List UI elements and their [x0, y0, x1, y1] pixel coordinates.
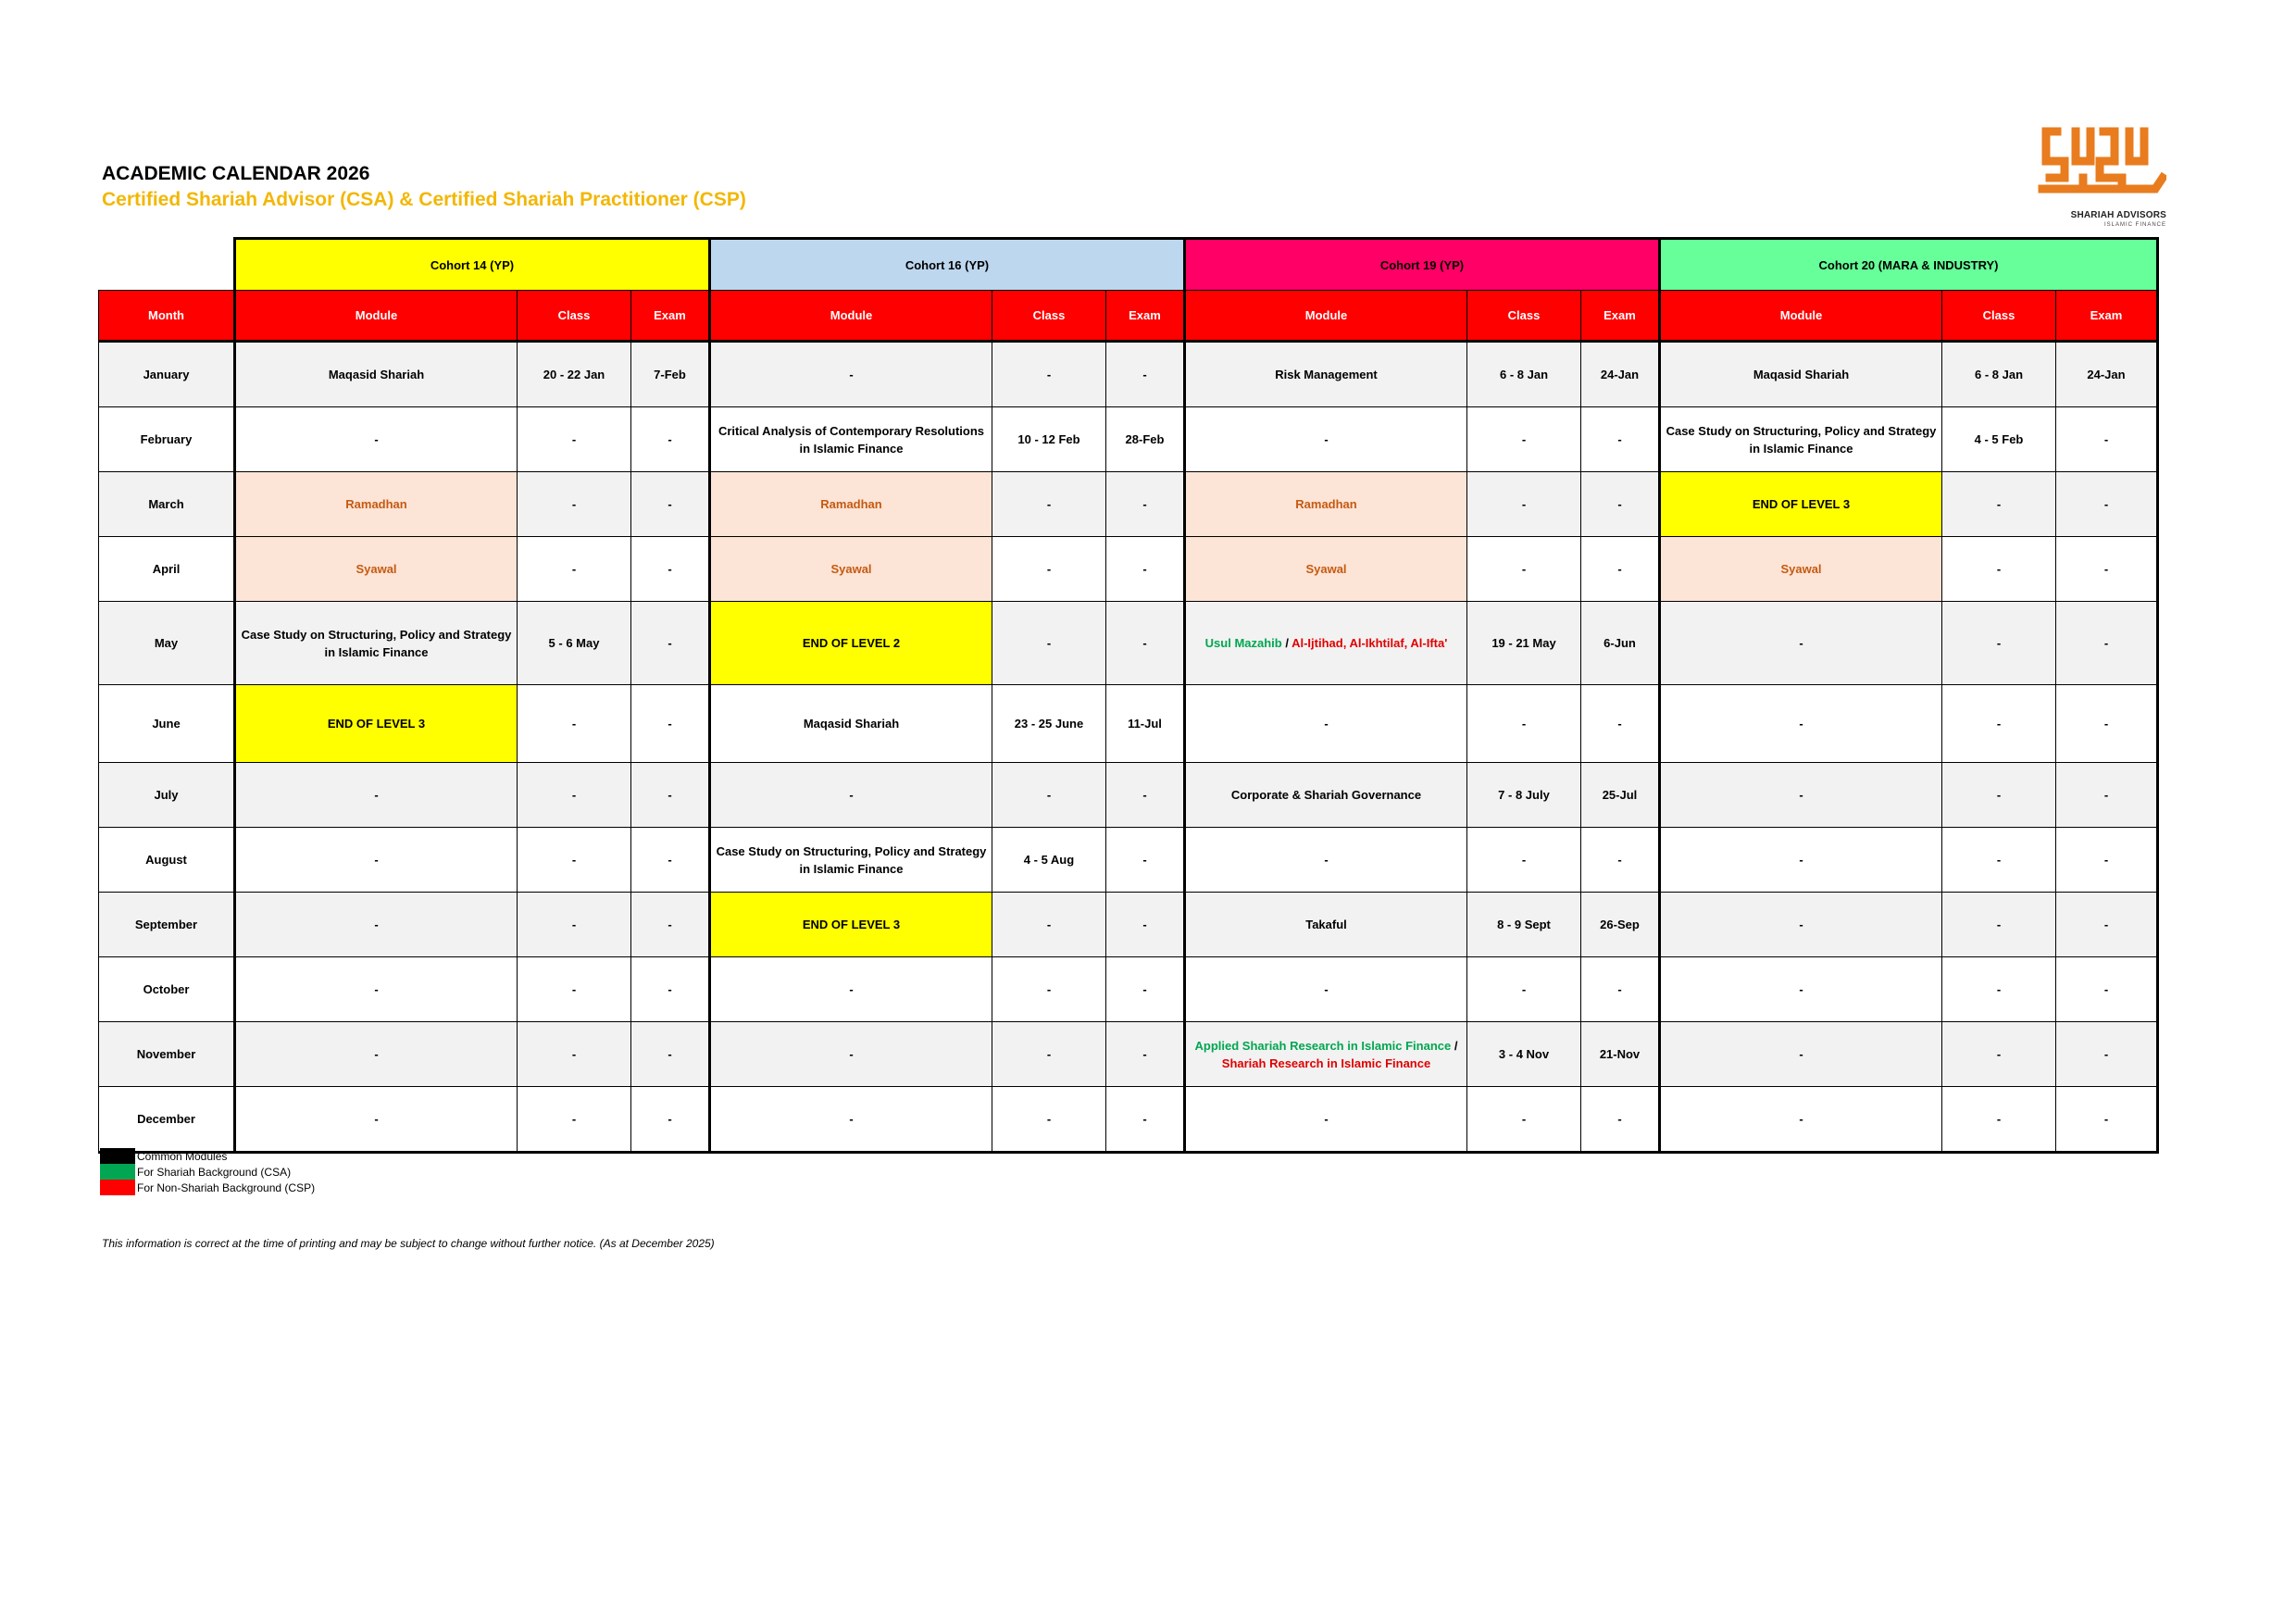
- module-cell: -: [235, 828, 518, 893]
- exam-cell: -: [2056, 893, 2158, 957]
- class-cell: 6 - 8 Jan: [1942, 342, 2056, 407]
- module-cell: -: [1185, 828, 1467, 893]
- module-cell: Syawal: [710, 537, 992, 602]
- exam-cell: -: [631, 1087, 710, 1153]
- module-cell: Syawal: [235, 537, 518, 602]
- class-cell: 10 - 12 Feb: [992, 407, 1106, 472]
- exam-cell: -: [2056, 407, 2158, 472]
- class-cell: -: [1467, 407, 1581, 472]
- module-column-header: Module: [710, 291, 992, 342]
- class-cell: -: [1467, 472, 1581, 537]
- module-column-header: Module: [1660, 291, 1942, 342]
- module-cell: -: [1660, 685, 1942, 763]
- class-cell: -: [1467, 1087, 1581, 1153]
- module-cell: Ramadhan: [235, 472, 518, 537]
- month-cell: September: [99, 893, 235, 957]
- module-cell: -: [1660, 1022, 1942, 1087]
- module-cell: Critical Analysis of Contemporary Resolutions in Islamic Finance: [710, 407, 992, 472]
- exam-cell: -: [1581, 1087, 1660, 1153]
- month-cell: May: [99, 602, 235, 685]
- class-cell: -: [1942, 828, 2056, 893]
- class-cell: -: [1942, 602, 2056, 685]
- class-cell: -: [1467, 685, 1581, 763]
- month-row: [99, 763, 2158, 828]
- class-cell: -: [518, 685, 631, 763]
- month-row: [99, 472, 2158, 537]
- module-csa: Usul Mazahib: [1204, 636, 1282, 650]
- class-cell: -: [1467, 828, 1581, 893]
- exam-cell: -: [1581, 472, 1660, 537]
- legend-swatch-csp: [100, 1180, 135, 1195]
- class-cell: -: [992, 537, 1106, 602]
- page-subtitle: Certified Shariah Advisor (CSA) & Certified Shariah Practitioner (CSP): [102, 189, 746, 210]
- exam-cell: -: [1106, 893, 1185, 957]
- exam-cell: -: [631, 1022, 710, 1087]
- exam-cell: 21-Nov: [1581, 1022, 1660, 1087]
- module-column-header: Module: [235, 291, 518, 342]
- month-row: [99, 407, 2158, 472]
- month-cell: October: [99, 957, 235, 1022]
- module-csp: Al-Ijtihad, Al-Ikhtilaf, Al-Ifta': [1292, 636, 1448, 650]
- class-cell: 19 - 21 May: [1467, 602, 1581, 685]
- exam-cell: -: [2056, 472, 2158, 537]
- module-cell: Case Study on Structuring, Policy and Strategy in Islamic Finance: [235, 602, 518, 685]
- class-cell: -: [518, 1022, 631, 1087]
- cohort-header: Cohort 20 (MARA & INDUSTRY): [1660, 239, 2158, 291]
- legend: [100, 1148, 315, 1195]
- class-cell: -: [992, 472, 1106, 537]
- exam-cell: -: [1106, 537, 1185, 602]
- exam-cell: -: [1106, 957, 1185, 1022]
- exam-cell: -: [1106, 828, 1185, 893]
- module-cell: -: [1660, 828, 1942, 893]
- module-cell: Syawal: [1660, 537, 1942, 602]
- module-cell: END OF LEVEL 3: [235, 685, 518, 763]
- module-csa: Applied Shariah Research in Islamic Finance: [1194, 1038, 1452, 1053]
- legend-swatch-common: [100, 1148, 135, 1164]
- module-separator: /: [1451, 1038, 1458, 1053]
- module-cell: Case Study on Structuring, Policy and Strategy in Islamic Finance: [1660, 407, 1942, 472]
- exam-cell: 24-Jan: [1581, 342, 1660, 407]
- module-cell: Maqasid Shariah: [710, 685, 992, 763]
- month-column-header: Month: [99, 291, 235, 342]
- class-column-header: Class: [1467, 291, 1581, 342]
- class-cell: 8 - 9 Sept: [1467, 893, 1581, 957]
- exam-cell: -: [631, 407, 710, 472]
- module-cell: -: [710, 1087, 992, 1153]
- month-cell: June: [99, 685, 235, 763]
- class-column-header: Class: [992, 291, 1106, 342]
- exam-cell: -: [2056, 537, 2158, 602]
- month-row: [99, 342, 2158, 407]
- exam-cell: -: [1581, 407, 1660, 472]
- column-header-row: [99, 291, 2158, 342]
- exam-cell: 28-Feb: [1106, 407, 1185, 472]
- class-cell: 4 - 5 Aug: [992, 828, 1106, 893]
- module-cell: -: [1660, 957, 1942, 1022]
- cohort-header-row: [99, 239, 2158, 291]
- exam-cell: -: [1106, 602, 1185, 685]
- exam-cell: -: [2056, 763, 2158, 828]
- exam-cell: -: [2056, 685, 2158, 763]
- exam-cell: 7-Feb: [631, 342, 710, 407]
- class-cell: -: [992, 342, 1106, 407]
- module-cell: Corporate & Shariah Governance: [1185, 763, 1467, 828]
- module-cell: -: [235, 957, 518, 1022]
- exam-cell: -: [2056, 1087, 2158, 1153]
- month-row: [99, 893, 2158, 957]
- class-cell: 7 - 8 July: [1467, 763, 1581, 828]
- class-cell: -: [1942, 685, 2056, 763]
- module-cell: Ramadhan: [710, 472, 992, 537]
- module-cell: Risk Management: [1185, 342, 1467, 407]
- module-cell: -: [235, 763, 518, 828]
- exam-cell: 24-Jan: [2056, 342, 2158, 407]
- month-row: [99, 828, 2158, 893]
- class-cell: 23 - 25 June: [992, 685, 1106, 763]
- class-cell: 20 - 22 Jan: [518, 342, 631, 407]
- month-row: [99, 685, 2158, 763]
- month-row: [99, 1087, 2158, 1153]
- legend-item-csa: [100, 1164, 315, 1180]
- class-cell: -: [518, 957, 631, 1022]
- logo-calligraphy-icon: [2037, 122, 2166, 210]
- exam-cell: -: [2056, 1022, 2158, 1087]
- class-column-header: Class: [518, 291, 631, 342]
- cohort-header: Cohort 19 (YP): [1185, 239, 1660, 291]
- legend-label-csa: For Shariah Background (CSA): [137, 1165, 292, 1179]
- exam-cell: -: [631, 537, 710, 602]
- exam-cell: -: [631, 685, 710, 763]
- exam-cell: -: [2056, 602, 2158, 685]
- module-cell: END OF LEVEL 2: [710, 602, 992, 685]
- association-logo: [2037, 122, 2166, 233]
- month-cell: April: [99, 537, 235, 602]
- exam-cell: 25-Jul: [1581, 763, 1660, 828]
- exam-cell: -: [631, 602, 710, 685]
- module-cell: Case Study on Structuring, Policy and Strategy in Islamic Finance: [710, 828, 992, 893]
- exam-cell: -: [1581, 537, 1660, 602]
- module-cell: END OF LEVEL 3: [710, 893, 992, 957]
- class-column-header: Class: [1942, 291, 2056, 342]
- module-cell: -: [710, 1022, 992, 1087]
- class-cell: -: [1467, 537, 1581, 602]
- exam-cell: -: [1581, 685, 1660, 763]
- class-cell: -: [1942, 893, 2056, 957]
- class-cell: -: [518, 763, 631, 828]
- month-cell: November: [99, 1022, 235, 1087]
- class-cell: -: [1942, 1087, 2056, 1153]
- exam-cell: -: [1106, 342, 1185, 407]
- class-cell: -: [992, 893, 1106, 957]
- legend-swatch-csa: [100, 1164, 135, 1180]
- class-cell: -: [518, 1087, 631, 1153]
- exam-column-header: Exam: [1581, 291, 1660, 342]
- exam-cell: -: [1581, 828, 1660, 893]
- legend-item-common: [100, 1148, 315, 1164]
- exam-column-header: Exam: [631, 291, 710, 342]
- exam-cell: -: [1106, 763, 1185, 828]
- module-cell: [1185, 602, 1467, 685]
- logo-subtext: ISLAMIC FINANCE: [2103, 222, 2166, 228]
- class-cell: -: [1942, 472, 2056, 537]
- legend-label-csp: For Non-Shariah Background (CSP): [137, 1181, 316, 1194]
- class-cell: -: [518, 893, 631, 957]
- cohort-header: Cohort 14 (YP): [235, 239, 710, 291]
- module-column-header: Module: [1185, 291, 1467, 342]
- exam-cell: -: [1106, 472, 1185, 537]
- class-cell: -: [1942, 763, 2056, 828]
- month-cell: August: [99, 828, 235, 893]
- module-cell: -: [235, 1022, 518, 1087]
- module-cell: -: [1660, 763, 1942, 828]
- cohort-header: Cohort 16 (YP): [710, 239, 1185, 291]
- module-cell: -: [1185, 1087, 1467, 1153]
- month-cell: January: [99, 342, 235, 407]
- class-cell: -: [992, 602, 1106, 685]
- class-cell: -: [992, 1087, 1106, 1153]
- month-row: [99, 1022, 2158, 1087]
- module-cell: Syawal: [1185, 537, 1467, 602]
- month-cell: February: [99, 407, 235, 472]
- class-cell: -: [518, 537, 631, 602]
- exam-column-header: Exam: [1106, 291, 1185, 342]
- module-cell: -: [235, 407, 518, 472]
- exam-cell: -: [1581, 957, 1660, 1022]
- module-cell: -: [1660, 893, 1942, 957]
- module-cell: Maqasid Shariah: [1660, 342, 1942, 407]
- class-cell: -: [518, 472, 631, 537]
- exam-cell: -: [2056, 957, 2158, 1022]
- module-cell: -: [235, 893, 518, 957]
- class-cell: -: [518, 407, 631, 472]
- month-row: [99, 957, 2158, 1022]
- exam-cell: -: [631, 828, 710, 893]
- module-cell: END OF LEVEL 3: [1660, 472, 1942, 537]
- module-cell: -: [710, 957, 992, 1022]
- module-cell: -: [235, 1087, 518, 1153]
- exam-cell: -: [631, 957, 710, 1022]
- class-cell: 5 - 6 May: [518, 602, 631, 685]
- exam-cell: -: [1106, 1022, 1185, 1087]
- class-cell: -: [1942, 537, 2056, 602]
- exam-cell: -: [631, 763, 710, 828]
- class-cell: -: [1942, 1022, 2056, 1087]
- month-row: [99, 537, 2158, 602]
- month-cell: July: [99, 763, 235, 828]
- class-cell: -: [992, 1022, 1106, 1087]
- module-cell: -: [1185, 685, 1467, 763]
- module-cell: Maqasid Shariah: [235, 342, 518, 407]
- exam-column-header: Exam: [2056, 291, 2158, 342]
- module-separator: /: [1281, 636, 1292, 650]
- module-cell: -: [1660, 1087, 1942, 1153]
- module-cell: -: [1185, 407, 1467, 472]
- footnote: This information is correct at the time of printing and may be subject to change without further notice. (As at December 2025): [102, 1237, 715, 1250]
- class-cell: 4 - 5 Feb: [1942, 407, 2056, 472]
- month-cell: March: [99, 472, 235, 537]
- month-cell: December: [99, 1087, 235, 1153]
- academic-calendar-table: [98, 237, 2159, 1154]
- module-cell: [1185, 1022, 1467, 1087]
- exam-cell: 26-Sep: [1581, 893, 1660, 957]
- page-title: ACADEMIC CALENDAR 2026: [102, 163, 370, 184]
- module-cell: -: [1660, 602, 1942, 685]
- exam-cell: -: [2056, 828, 2158, 893]
- class-cell: 3 - 4 Nov: [1467, 1022, 1581, 1087]
- corner-blank: [99, 239, 235, 291]
- logo-text: SHARIAH ADVISORS: [2070, 210, 2166, 220]
- month-row: [99, 602, 2158, 685]
- exam-cell: -: [1106, 1087, 1185, 1153]
- class-cell: 6 - 8 Jan: [1467, 342, 1581, 407]
- class-cell: -: [992, 763, 1106, 828]
- legend-item-csp: [100, 1180, 315, 1195]
- class-cell: -: [518, 828, 631, 893]
- class-cell: -: [1467, 957, 1581, 1022]
- module-cell: Ramadhan: [1185, 472, 1467, 537]
- module-cell: -: [710, 342, 992, 407]
- legend-label-common: Common Modules: [137, 1149, 228, 1163]
- module-csp: Shariah Research in Islamic Finance: [1221, 1056, 1431, 1070]
- class-cell: -: [992, 957, 1106, 1022]
- exam-cell: -: [631, 472, 710, 537]
- class-cell: -: [1942, 957, 2056, 1022]
- module-cell: -: [1185, 957, 1467, 1022]
- module-cell: Takaful: [1185, 893, 1467, 957]
- exam-cell: -: [631, 893, 710, 957]
- module-cell: -: [710, 763, 992, 828]
- exam-cell: 11-Jul: [1106, 685, 1185, 763]
- exam-cell: 6-Jun: [1581, 602, 1660, 685]
